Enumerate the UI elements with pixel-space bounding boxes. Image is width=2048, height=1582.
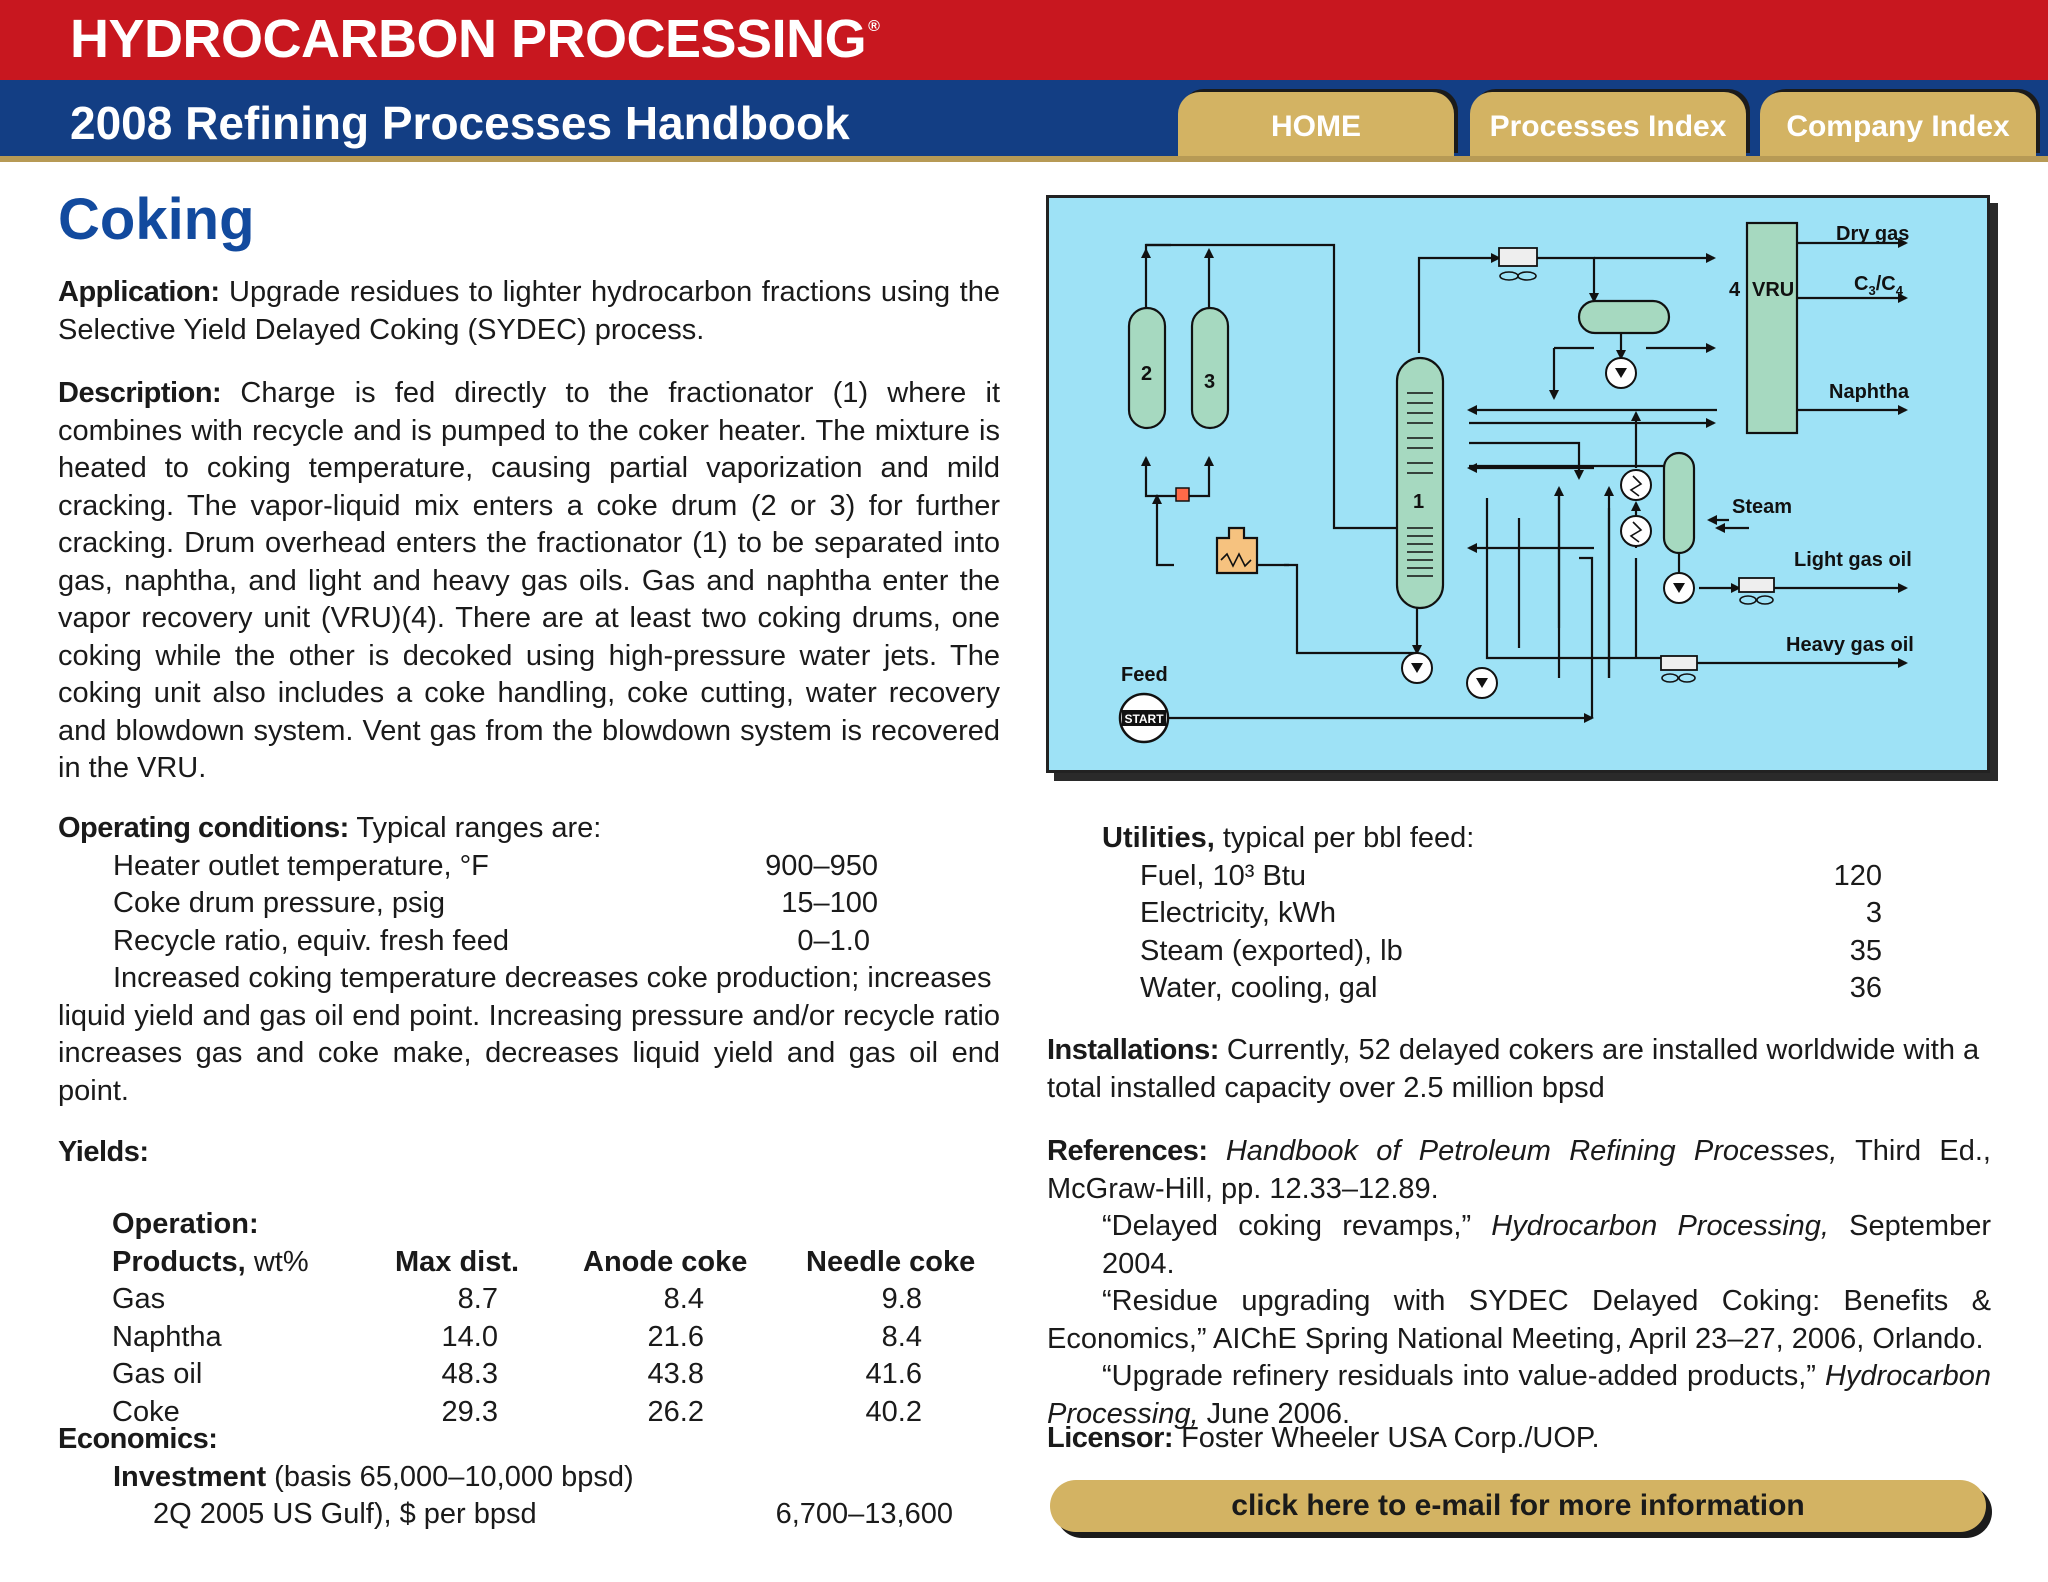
investment-value-row xyxy=(58,1496,1000,1534)
installations-section xyxy=(1047,1032,1991,1107)
product-cell: Naphtha xyxy=(112,1320,222,1353)
vru-label: VRU xyxy=(1752,279,1795,301)
light-gas-oil-label: Light gas oil xyxy=(1794,549,1912,571)
investment-value: 6,700–13,600 xyxy=(775,1498,953,1530)
installations-text: Currently, 52 delayed cokers are installed worldwide with a total installed capacity over 2.5 million bpsd xyxy=(1047,1034,1980,1104)
products-header: Products, wt% xyxy=(112,1245,309,1278)
operating-conditions-label: Operating conditions: xyxy=(58,812,349,844)
value-cell: 29.3 xyxy=(441,1395,498,1428)
description-section xyxy=(58,375,1000,788)
value-cell: 8.4 xyxy=(663,1283,704,1315)
column-header: Anode coke xyxy=(583,1245,748,1278)
fractionator-column xyxy=(1397,358,1443,608)
economics-label: Economics: xyxy=(58,1423,218,1455)
value-cell: 21.6 xyxy=(647,1320,704,1353)
utility-value: 120 xyxy=(1833,859,1882,892)
heavy-gas-oil-label: Heavy gas oil xyxy=(1786,634,1914,656)
utilities-intro: typical per bbl feed: xyxy=(1222,822,1475,854)
utility-row xyxy=(1102,970,1962,1008)
investment-basis: (basis 65,000–10,000 bpsd) xyxy=(274,1460,634,1493)
condition-row xyxy=(58,885,1000,923)
description-label: Description: xyxy=(58,377,222,409)
utility-name: Electricity, kWh xyxy=(1140,897,1337,929)
steam-label: Steam xyxy=(1732,496,1793,518)
value-cell: 14.0 xyxy=(441,1320,498,1353)
condition-value: 0–1.0 xyxy=(797,924,870,957)
ref2-rest: September 2004. xyxy=(1102,1210,1991,1280)
utilities-label: Utilities, xyxy=(1102,822,1215,854)
process-flow-diagram xyxy=(1046,195,1990,773)
reference-1 xyxy=(1047,1133,1991,1208)
value-cell: 43.8 xyxy=(647,1358,704,1390)
ref4-rest: June 2006. xyxy=(1206,1397,1351,1430)
value-cell: 48.3 xyxy=(441,1358,498,1390)
references-section xyxy=(1047,1133,1991,1433)
licensor-text: Foster Wheeler USA Corp./UOP. xyxy=(1181,1422,1600,1454)
utility-name: Water, cooling, gal xyxy=(1140,972,1378,1004)
tab-company-index[interactable]: Company Index xyxy=(1760,92,2036,156)
dry-gas-label: Dry gas xyxy=(1836,223,1910,245)
start-label: START xyxy=(1124,712,1164,726)
c3c4-label: $C_3/C_4$ xyxy=(1854,273,1903,298)
value-cell: 8.4 xyxy=(881,1320,922,1353)
ref4-title: “Upgrade refinery residuals into value-added products,” xyxy=(1102,1360,1816,1392)
condition-name: Heater outlet temperature, °F xyxy=(113,849,489,882)
description-text: Charge is fed directly to the fractionator (1) where it combines with recycle and is pumped to the coker heater. The mixture is heated to coking temperature, causing partial vaporization and mild cracking. The vapor-liquid mix enters a coke drum (2 or 3) for further cracking. Drum overhead enters the fractionator (1) to be separated into gas, naphtha, and light and heavy gas oils. Gas and naphtha enter the vapor recovery unit (VRU)(4). There are at least two coking drums, one coking while the other is decoked using high-pressure water jets. The coking unit also includes a coke handling, coke cutting, water recovery and blowdown system. Vent gas from the blowdown system is recovered in the VRU. xyxy=(58,377,1000,784)
condition-name: Coke drum pressure, psig xyxy=(113,887,446,919)
yields-label xyxy=(58,1134,149,1172)
utilities-heading xyxy=(1102,820,1962,858)
condition-row xyxy=(58,848,1000,886)
condition-row xyxy=(58,923,1000,961)
product-cell: Gas oil xyxy=(112,1358,203,1390)
feed-label: Feed xyxy=(1121,664,1168,686)
email-info-button[interactable]: click here to e-mail for more information xyxy=(1050,1480,1986,1532)
utilities-section xyxy=(1102,820,1962,1008)
condition-name: Recycle ratio, equiv. fresh feed xyxy=(113,924,509,957)
value-cell: 8.7 xyxy=(457,1283,498,1315)
utility-value: 35 xyxy=(1849,934,1882,967)
note-rest: liquid yield and gas oil end point. Increasing pressure and/or recycle ratio increases gas and coke make, decreases liquid yield and gas oil end point. xyxy=(58,999,1000,1107)
utility-value: 3 xyxy=(1865,897,1882,929)
utility-row xyxy=(1102,895,1962,933)
unit4-label: 4 xyxy=(1729,279,1741,301)
economics-heading xyxy=(58,1421,1000,1459)
economics-section xyxy=(58,1421,1000,1534)
application-label: Application: xyxy=(58,276,220,308)
operating-conditions-section xyxy=(58,810,1000,1110)
condition-value: 15–100 xyxy=(781,887,878,919)
installations-label: Installations: xyxy=(1047,1034,1219,1066)
operating-conditions-intro: Typical ranges are: xyxy=(356,812,602,844)
value-cell: 9.8 xyxy=(881,1283,922,1315)
column-header: Needle coke xyxy=(806,1245,976,1278)
value-cell: 26.2 xyxy=(647,1395,704,1428)
operating-conditions-heading xyxy=(58,810,1000,848)
ref1-title: Handbook of Petroleum Refining Processes, xyxy=(1225,1135,1838,1167)
page-title: Coking xyxy=(58,187,255,252)
note-first-line: Increased coking temperature decreases coke production; increases xyxy=(113,962,992,994)
fractionator-label: 1 xyxy=(1413,491,1425,513)
operating-conditions-note xyxy=(58,960,1000,1110)
utility-name: Fuel, 10³ Btu xyxy=(1140,859,1307,892)
vru-unit xyxy=(1747,223,1797,433)
drum2-label: 2 xyxy=(1141,363,1153,385)
investment-line: 2Q 2005 US Gulf), $ per bpsd xyxy=(153,1498,537,1530)
tab-processes-index[interactable]: Processes Index xyxy=(1470,92,1746,156)
licensor-label: Licensor: xyxy=(1047,1422,1174,1454)
yields-heading: Yields: xyxy=(58,1136,149,1168)
application-text: Upgrade residues to lighter hydrocarbon fractions using the Selective Yield Delayed Coking (SYDEC) process. xyxy=(58,276,1000,346)
process-flow-svg xyxy=(1049,198,1987,770)
product-cell: Coke xyxy=(112,1395,180,1428)
utility-value: 36 xyxy=(1849,972,1882,1004)
condition-value: 900–950 xyxy=(765,849,878,882)
handbook-bar xyxy=(0,80,2048,162)
investment-label: Investment xyxy=(113,1460,267,1493)
product-cell: Gas xyxy=(112,1283,166,1315)
reference-3: “Residue upgrading with SYDEC Delayed Coking: Benefits & Economics,” AIChE Spring National Meeting, April 23–27, 2006, Orlando. xyxy=(1047,1285,1991,1355)
operation-label: Operation: xyxy=(112,1208,259,1240)
value-cell: 41.6 xyxy=(865,1358,922,1390)
utility-row xyxy=(1102,858,1962,896)
tab-home[interactable]: HOME xyxy=(1178,92,1454,156)
side-stripper xyxy=(1664,453,1694,553)
coke-drum-3 xyxy=(1192,308,1228,428)
column-header: Max dist. xyxy=(395,1245,520,1278)
value-cell: 40.2 xyxy=(865,1395,922,1428)
licensor-section xyxy=(1047,1420,1991,1458)
naphtha-label: Naphtha xyxy=(1829,381,1909,403)
utility-row xyxy=(1102,933,1962,971)
brand-logo: HYDROCARBON PROCESSING ® xyxy=(70,9,880,69)
ref4-journal: Hydrocarbon Processing, xyxy=(1047,1360,1991,1430)
ref2-title: “Delayed coking revamps,” xyxy=(1102,1210,1472,1242)
utility-name: Steam (exported), lb xyxy=(1140,934,1403,967)
investment-row xyxy=(58,1459,1000,1497)
reference-2 xyxy=(1047,1208,1991,1283)
drum3-label: 3 xyxy=(1204,371,1216,393)
application-section xyxy=(58,274,1000,349)
handbook-title: 2008 Refining Processes Handbook xyxy=(70,97,850,149)
ref2-journal: Hydrocarbon Processing, xyxy=(1491,1210,1829,1242)
accumulator-drum xyxy=(1579,301,1669,333)
references-label: References: xyxy=(1047,1135,1208,1167)
ref1-rest: Third Ed., McGraw-Hill, pp. 12.33–12.89. xyxy=(1047,1135,1991,1205)
header-bar xyxy=(0,0,2048,80)
coker-heater xyxy=(1217,528,1257,573)
